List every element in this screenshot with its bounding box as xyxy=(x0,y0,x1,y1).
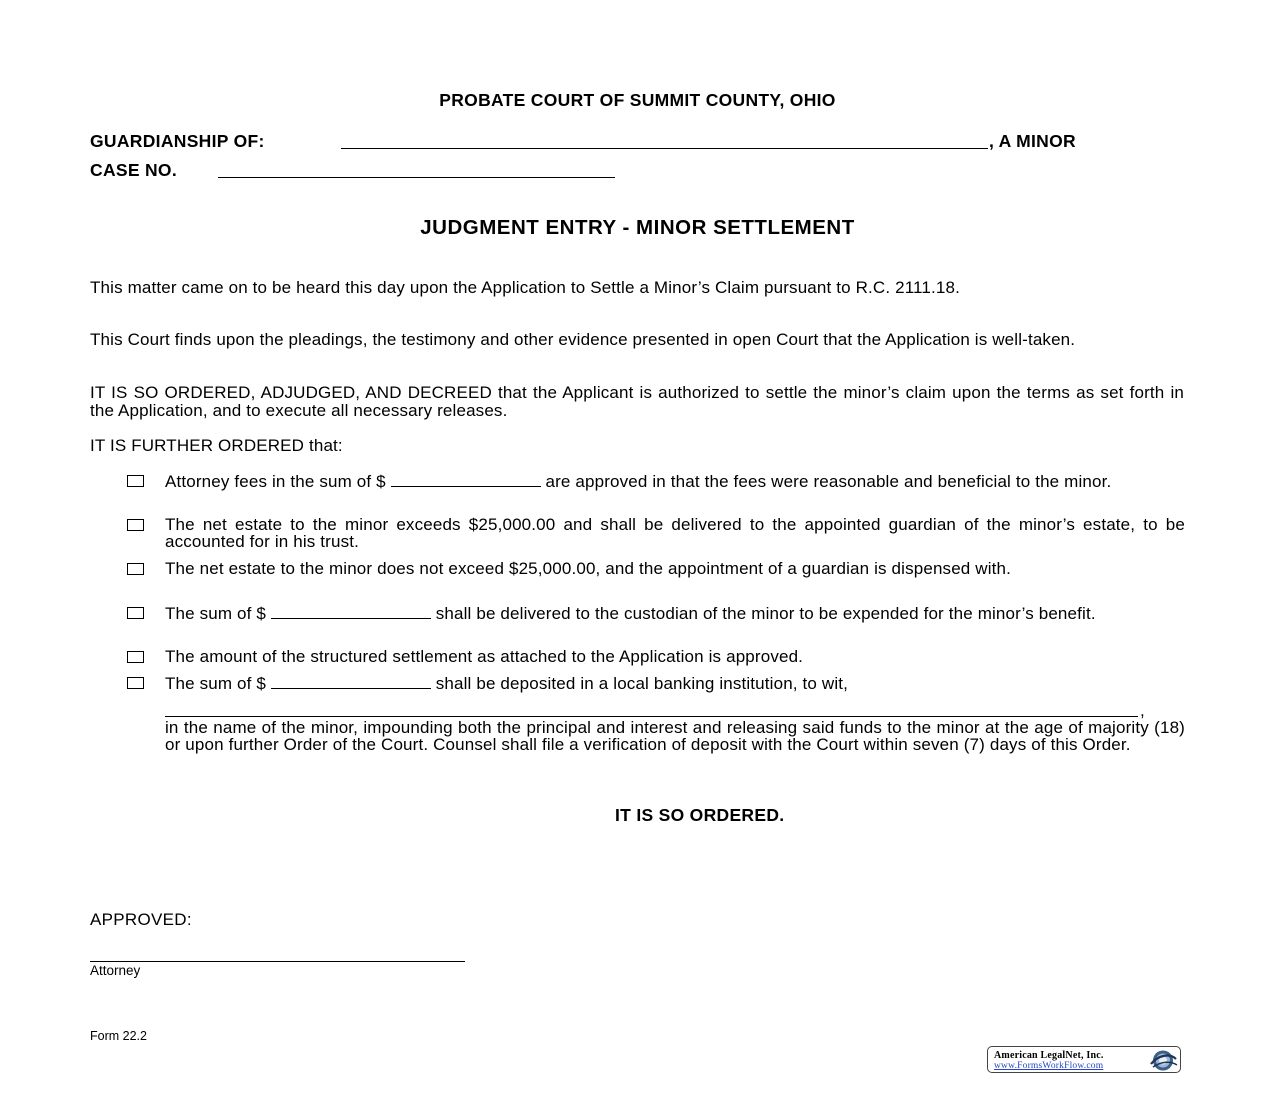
so-ordered: IT IS SO ORDERED. xyxy=(615,805,785,825)
item-bank-deposit-text-a: The sum of $ xyxy=(165,674,267,693)
item-exceeds-25000: The net estate to the minor exceeds $25,000.00 and shall be delivered to the appointed guardian of the minor’s estate, to be accounted for in his trust. xyxy=(165,515,1185,551)
attorney-signature-line[interactable] xyxy=(90,961,465,962)
checkbox-structured-settlement[interactable] xyxy=(127,651,144,663)
item-bank-deposit xyxy=(165,674,1185,692)
item-bank-deposit-text-b: shall be deposited in a local banking institution, to wit, xyxy=(435,674,848,693)
court-name: PROBATE COURT OF SUMMIT COUNTY, OHIO xyxy=(439,90,836,110)
a-minor-label: , A MINOR xyxy=(989,131,1076,151)
paragraph-further-ordered: IT IS FURTHER ORDERED that: xyxy=(90,436,343,455)
item-not-exceed-25000: The net estate to the minor does not exceed $25,000.00, and the appointment of a guardian is dispensed with. xyxy=(165,559,1011,578)
case-number-field[interactable] xyxy=(218,177,615,178)
checkbox-custodian[interactable] xyxy=(127,607,144,619)
item-attorney-fees-text-b: are approved in that the fees were reasonable and beneficial to the minor. xyxy=(545,472,1112,491)
item-custodian xyxy=(165,604,1185,622)
checkbox-not-exceed-25000[interactable] xyxy=(127,563,144,575)
checkbox-attorney-fees[interactable] xyxy=(127,475,144,487)
globe-swirl-icon xyxy=(1140,1047,1180,1074)
checkbox-exceeds-25000[interactable] xyxy=(127,519,144,531)
document-title: JUDGMENT ENTRY - MINOR SETTLEMENT xyxy=(420,216,855,239)
guardianship-name-field[interactable] xyxy=(341,148,988,149)
bank-institution-comma: , xyxy=(1140,701,1145,720)
checkbox-bank-deposit[interactable] xyxy=(127,677,144,689)
paragraph-findings: This Court finds upon the pleadings, the testimony and other evidence presented in open Court that the Application is well-taken. xyxy=(90,330,1076,349)
item-custodian-text-b: shall be delivered to the custodian of the minor to be expended for the minor’s benefit. xyxy=(435,604,1096,623)
custodian-amount-field[interactable] xyxy=(271,604,431,619)
item-attorney-fees xyxy=(165,472,1185,490)
item-structured-settlement: The amount of the structured settlement as attached to the Application is approved. xyxy=(165,647,804,666)
bank-institution-field[interactable] xyxy=(165,716,1138,717)
logo-website-link[interactable]: www.FormsWorkFlow.com xyxy=(994,1061,1104,1071)
guardianship-label: GUARDIANSHIP OF: xyxy=(90,131,265,151)
american-legalnet-logo[interactable] xyxy=(987,1046,1181,1073)
approved-label: APPROVED: xyxy=(90,910,192,929)
attorney-label: Attorney xyxy=(90,963,141,978)
form-number: Form 22.2 xyxy=(90,1029,147,1043)
paragraph-hearing: This matter came on to be heard this day upon the Application to Settle a Minor’s Claim pursuant to R.C. 2111.18. xyxy=(90,278,960,297)
bank-deposit-amount-field[interactable] xyxy=(271,674,431,689)
logo-company-name: American LegalNet, Inc. xyxy=(994,1050,1104,1061)
item-custodian-text-a: The sum of $ xyxy=(165,604,267,623)
item-attorney-fees-text-a: Attorney fees in the sum of $ xyxy=(165,472,386,491)
attorney-fees-amount-field[interactable] xyxy=(391,472,541,487)
paragraph-decree: IT IS SO ORDERED, ADJUDGED, AND DECREED that the Applicant is authorized to settle the minor’s claim upon the terms as set forth in the Application, and to execute all necessary releases. xyxy=(90,383,1184,420)
item-bank-deposit-continued: in the name of the minor, impounding both the principal and interest and releasing said funds to the minor at the age of majority (18) or upon further Order of the Court. Counsel shall file a verification of deposit with the Court within seven (7) days of this Order. xyxy=(165,718,1185,754)
case-number-label: CASE NO. xyxy=(90,160,177,180)
